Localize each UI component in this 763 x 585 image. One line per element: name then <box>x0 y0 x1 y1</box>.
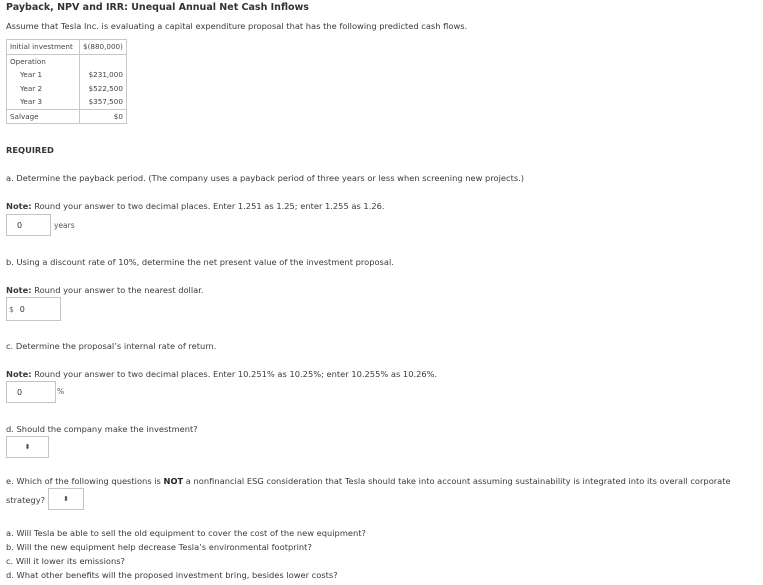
option-d: d. What other benefits will the proposed investment bring, besides lower costs? <box>6 570 338 580</box>
salvage-label: Salvage <box>7 109 80 124</box>
cash-flow-table <box>6 39 127 124</box>
year-2-value: $522,500 <box>80 82 127 96</box>
payback-unit: years <box>54 221 75 230</box>
option-a: a. Will Tesla be able to sell the old equipment to cover the cost of the new equipment? <box>6 528 366 538</box>
chevron-up-down-icon: ⬍ <box>24 443 31 451</box>
payback-input[interactable] <box>6 214 51 236</box>
year-1-value: $231,000 <box>80 68 127 82</box>
question-a-text: a. Determine the payback period. (The company uses a payback period of three years or less when screening new projects.) <box>6 173 525 183</box>
question-b-text: b. Using a discount rate of 10%, determine the net present value of the investment proposal. <box>6 257 394 267</box>
question-e-line2: strategy? <box>6 495 46 505</box>
question-c-text: c. Determine the proposal’s internal rate of return. <box>6 341 217 351</box>
note-label: Note: <box>6 285 32 295</box>
salvage-value: $0 <box>80 109 127 124</box>
page-title: Payback, NPV and IRR: Unequal Annual Net Cash Inflows <box>6 2 309 13</box>
year-3-value: $357,500 <box>80 95 127 109</box>
year-1-label: Year 1 <box>7 68 80 82</box>
year-3-label: Year 3 <box>7 95 80 109</box>
required-heading: REQUIRED <box>6 145 54 155</box>
question-e-text: e. Which of the following questions is NOT a nonfinancial ESG consideration that Tesla should take into account assuming sustainability is integrated into its overall corporate <box>6 476 731 486</box>
question-d-text: d. Should the company make the investment? <box>6 424 198 434</box>
esg-question-select[interactable] <box>48 488 84 510</box>
chevron-up-down-icon: ⬍ <box>63 495 69 503</box>
note-text: Round your answer to the nearest dollar. <box>34 285 204 295</box>
irr-unit: % <box>57 387 65 396</box>
npv-input[interactable] <box>6 297 61 321</box>
operation-label: Operation <box>7 54 80 68</box>
question-a-note <box>6 201 385 211</box>
irr-input[interactable] <box>6 381 56 403</box>
question-b-note <box>6 285 204 295</box>
option-b: b. Will the new equipment help decrease Tesla’s environmental footprint? <box>6 542 312 552</box>
irr-input-value: 0 <box>17 387 23 397</box>
note-label: Note: <box>6 369 32 379</box>
option-c: c. Will it lower its emissions? <box>6 556 125 566</box>
note-text: Round your answer to two decimal places. Enter 10.251% as 10.25%; enter 10.255% as 10.26%. <box>34 369 438 379</box>
npv-dollar-prefix: $ <box>9 304 14 314</box>
year-2-label: Year 2 <box>7 82 80 96</box>
npv-input-value: 0 <box>19 304 25 314</box>
note-label: Note: <box>6 201 32 211</box>
question-c-note <box>6 369 437 379</box>
note-text: Round your answer to two decimal places. Enter 1.251 as 1.25; enter 1.255 as 1.26. <box>34 201 385 211</box>
payback-input-value: 0 <box>17 220 23 230</box>
intro-text: Assume that Tesla Inc. is evaluating a capital expenditure proposal that has the following predicted cash flows. <box>6 21 468 31</box>
invest-decision-select[interactable] <box>6 436 49 458</box>
initial-investment-label: Initial investment <box>7 40 80 55</box>
initial-investment-value: $(880,000) <box>80 40 127 55</box>
